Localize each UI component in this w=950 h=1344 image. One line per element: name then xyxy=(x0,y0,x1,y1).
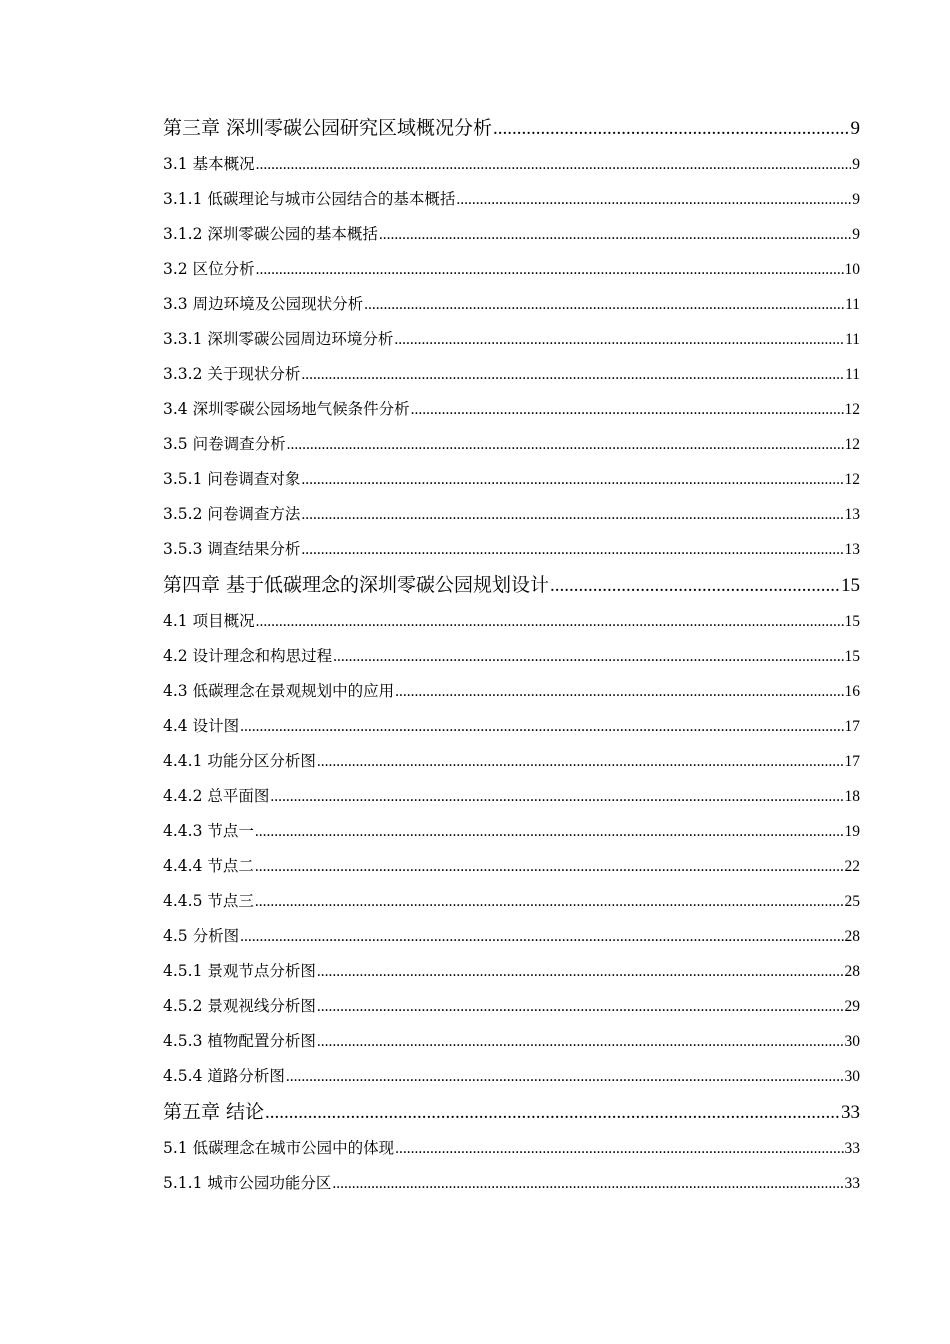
toc-section-entry[interactable] xyxy=(163,1131,860,1166)
toc-section-entry[interactable] xyxy=(163,674,860,709)
toc-section-entry[interactable] xyxy=(163,252,860,287)
toc-page-number: 29 xyxy=(844,998,860,1015)
toc-section-entry[interactable] xyxy=(163,392,860,427)
toc-page-number: 33 xyxy=(844,1175,860,1192)
toc-page-number: 9 xyxy=(852,156,860,173)
table-of-contents xyxy=(163,110,860,1201)
toc-page-number: 11 xyxy=(845,366,860,383)
toc-chapter-entry[interactable] xyxy=(163,567,860,604)
toc-dot-leader xyxy=(317,744,844,779)
toc-section-entry[interactable] xyxy=(163,322,860,357)
toc-section-entry[interactable] xyxy=(163,849,860,884)
toc-page-number: 18 xyxy=(844,788,860,805)
toc-page-number: 16 xyxy=(844,683,860,700)
toc-dot-leader xyxy=(317,1024,844,1059)
toc-dot-leader xyxy=(317,989,844,1024)
toc-dot-leader xyxy=(256,252,844,287)
toc-dot-leader xyxy=(256,147,852,182)
toc-dot-leader xyxy=(265,1094,840,1131)
toc-entry-title: 第四章 基于低碳理念的深圳零碳公园规划设计 xyxy=(163,574,550,596)
toc-entry-title: 4.5.4 道路分析图 xyxy=(163,1067,285,1085)
toc-dot-leader xyxy=(301,357,844,392)
toc-section-entry[interactable] xyxy=(163,427,860,462)
toc-dot-leader xyxy=(333,639,843,674)
toc-dot-leader xyxy=(364,287,844,322)
toc-dot-leader xyxy=(287,427,844,462)
toc-dot-leader xyxy=(240,919,843,954)
toc-page-number: 13 xyxy=(844,506,860,523)
toc-page-number: 28 xyxy=(844,928,860,945)
toc-page-number: 17 xyxy=(844,718,860,735)
toc-entry-title: 4.4.4 节点二 xyxy=(163,857,254,875)
toc-entry-title: 3.3.1 深圳零碳公园周边环境分析 xyxy=(163,330,394,348)
toc-entry-title: 4.5.3 植物配置分析图 xyxy=(163,1032,316,1050)
toc-page-number: 25 xyxy=(844,893,860,910)
toc-entry-title: 3.1 基本概况 xyxy=(163,155,255,173)
toc-entry-title: 3.5.1 问卷调查对象 xyxy=(163,470,301,488)
toc-dot-leader xyxy=(256,604,844,639)
toc-entry-title: 3.3.2 关于现状分析 xyxy=(163,365,301,383)
toc-entry-title: 3.4 深圳零碳公园场地气候条件分析 xyxy=(163,400,410,418)
toc-entry-title: 4.4.5 节点三 xyxy=(163,892,254,910)
toc-entry-title: 4.4.2 总平面图 xyxy=(163,787,270,805)
toc-page-number: 10 xyxy=(844,261,860,278)
toc-entry-title: 4.1 项目概况 xyxy=(163,612,255,630)
toc-dot-leader xyxy=(394,322,844,357)
toc-dot-leader xyxy=(332,1166,843,1201)
toc-page-number: 11 xyxy=(845,296,860,313)
toc-dot-leader xyxy=(550,567,840,604)
toc-entry-title: 3.5.3 调查结果分析 xyxy=(163,540,301,558)
toc-entry-title: 4.4.1 功能分区分析图 xyxy=(163,752,316,770)
toc-dot-leader xyxy=(411,392,844,427)
toc-entry-title: 4.5.1 景观节点分析图 xyxy=(163,962,316,980)
toc-dot-leader xyxy=(255,884,844,919)
toc-page-number: 17 xyxy=(844,753,860,770)
toc-section-entry[interactable] xyxy=(163,217,860,252)
toc-chapter-entry[interactable] xyxy=(163,1094,860,1131)
toc-entry-title: 4.5 分析图 xyxy=(163,927,240,945)
toc-section-entry[interactable] xyxy=(163,989,860,1024)
toc-dot-leader xyxy=(301,462,843,497)
toc-section-entry[interactable] xyxy=(163,532,860,567)
toc-page-number: 13 xyxy=(844,541,860,558)
toc-section-entry[interactable] xyxy=(163,497,860,532)
toc-page-number: 9 xyxy=(850,118,860,139)
toc-entry-title: 3.3 周边环境及公园现状分析 xyxy=(163,295,364,313)
toc-page-number: 11 xyxy=(845,331,860,348)
toc-entry-title: 3.1.1 低碳理论与城市公园结合的基本概括 xyxy=(163,190,456,208)
toc-entry-title: 第五章 结论 xyxy=(163,1101,265,1123)
toc-dot-leader xyxy=(255,814,844,849)
toc-section-entry[interactable] xyxy=(163,462,860,497)
toc-section-entry[interactable] xyxy=(163,744,860,779)
toc-dot-leader xyxy=(270,779,843,814)
toc-page-number: 9 xyxy=(852,191,860,208)
toc-entry-title: 4.3 低碳理念在景观规划中的应用 xyxy=(163,682,395,700)
toc-section-entry[interactable] xyxy=(163,919,860,954)
toc-section-entry[interactable] xyxy=(163,709,860,744)
toc-entry-title: 4.2 设计理念和构思过程 xyxy=(163,647,333,665)
toc-dot-leader xyxy=(395,1131,843,1166)
toc-section-entry[interactable] xyxy=(163,357,860,392)
toc-page-number: 15 xyxy=(841,575,860,596)
toc-dot-leader xyxy=(379,217,851,252)
toc-dot-leader xyxy=(301,532,843,567)
toc-page-number: 33 xyxy=(844,1140,860,1157)
toc-page-number: 33 xyxy=(841,1102,860,1123)
toc-page-number: 9 xyxy=(852,226,860,243)
toc-entry-title: 3.1.2 深圳零碳公园的基本概括 xyxy=(163,225,378,243)
toc-page-number: 19 xyxy=(844,823,860,840)
toc-page-number: 15 xyxy=(844,648,860,665)
toc-section-entry[interactable] xyxy=(163,884,860,919)
toc-section-entry[interactable] xyxy=(163,814,860,849)
toc-dot-leader xyxy=(240,709,843,744)
toc-entry-title: 第三章 深圳零碳公园研究区域概况分析 xyxy=(163,117,493,139)
toc-page-number: 22 xyxy=(844,858,860,875)
toc-dot-leader xyxy=(301,497,843,532)
toc-entry-title: 4.5.2 景观视线分析图 xyxy=(163,997,316,1015)
toc-section-entry[interactable] xyxy=(163,1059,860,1094)
toc-page-number: 30 xyxy=(844,1033,860,1050)
toc-section-entry[interactable] xyxy=(163,779,860,814)
toc-section-entry[interactable] xyxy=(163,1024,860,1059)
toc-page-number: 12 xyxy=(844,436,860,453)
toc-section-entry[interactable] xyxy=(163,182,860,217)
toc-dot-leader xyxy=(286,1059,844,1094)
toc-dot-leader xyxy=(456,182,851,217)
toc-page-number: 12 xyxy=(844,471,860,488)
toc-page-number: 28 xyxy=(844,963,860,980)
toc-section-entry[interactable] xyxy=(163,639,860,674)
toc-dot-leader xyxy=(493,110,849,147)
toc-entry-title: 3.5 问卷调查分析 xyxy=(163,435,286,453)
toc-entry-title: 4.4.3 节点一 xyxy=(163,822,254,840)
toc-section-entry[interactable] xyxy=(163,147,860,182)
toc-chapter-entry[interactable] xyxy=(163,110,860,147)
toc-section-entry[interactable] xyxy=(163,1166,860,1201)
toc-page-number: 30 xyxy=(844,1068,860,1085)
toc-entry-title: 5.1 低碳理念在城市公园中的体现 xyxy=(163,1139,395,1157)
toc-dot-leader xyxy=(317,954,844,989)
toc-page-number: 12 xyxy=(844,401,860,418)
toc-section-entry[interactable] xyxy=(163,287,860,322)
toc-entry-title: 3.5.2 问卷调查方法 xyxy=(163,505,301,523)
toc-dot-leader xyxy=(395,674,843,709)
toc-page-number: 15 xyxy=(844,613,860,630)
toc-dot-leader xyxy=(255,849,844,884)
toc-entry-title: 5.1.1 城市公园功能分区 xyxy=(163,1174,332,1192)
toc-entry-title: 3.2 区位分析 xyxy=(163,260,255,278)
toc-section-entry[interactable] xyxy=(163,954,860,989)
toc-section-entry[interactable] xyxy=(163,604,860,639)
toc-entry-title: 4.4 设计图 xyxy=(163,717,240,735)
